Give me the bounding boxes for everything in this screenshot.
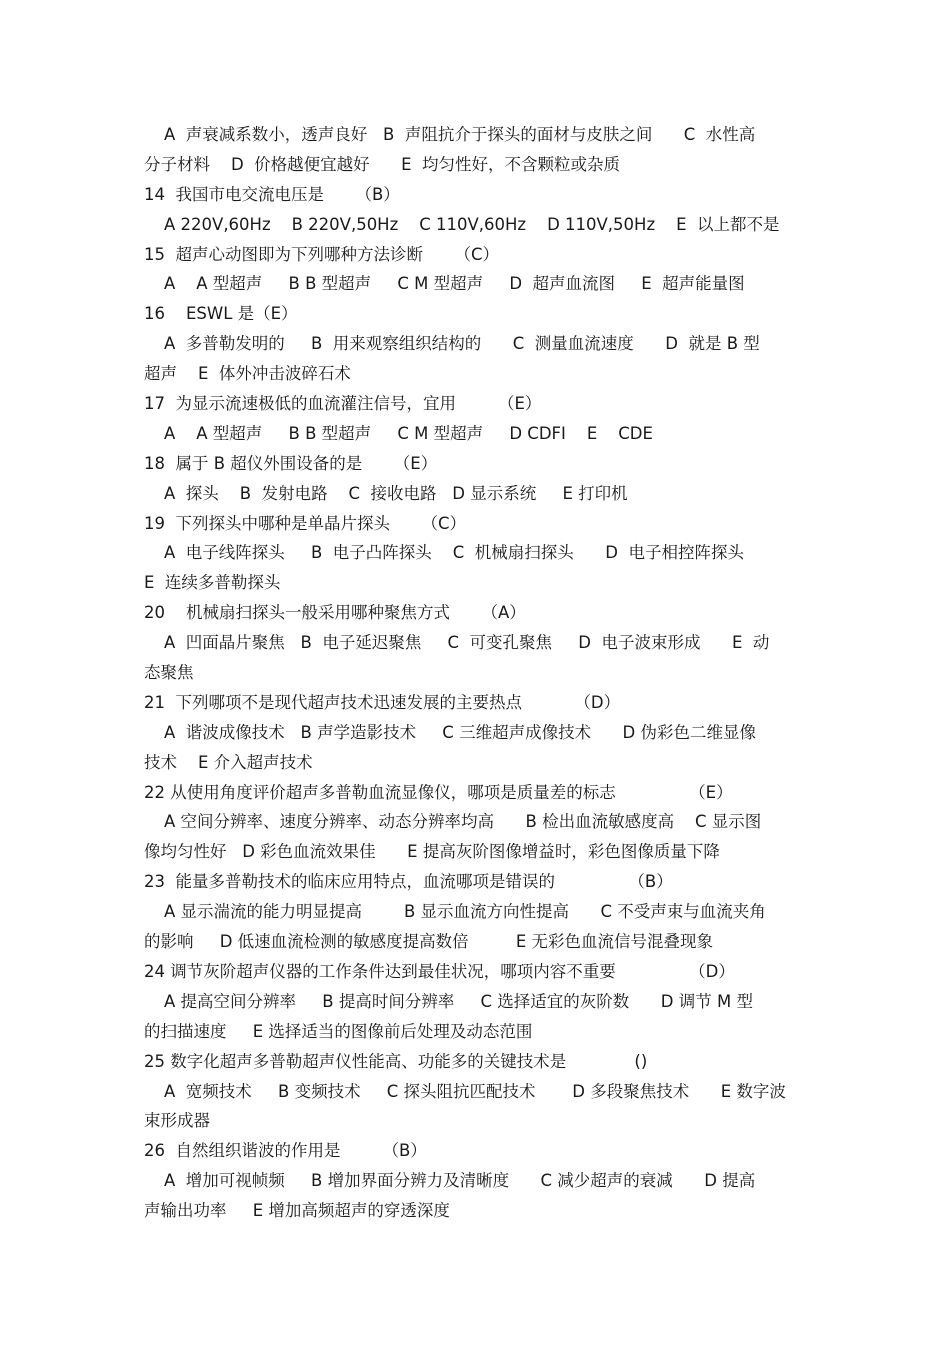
line-text: 的扫描速度 E 选择适当的图像前后处理及动态范围: [144, 1021, 533, 1041]
question-stem: [144, 1047, 808, 1077]
line-text: 21 下列哪项不是现代超声技术迅速发展的主要热点 （D）: [144, 692, 621, 712]
line-text: 像均匀性好 D 彩色血流效果佳 E 提高灰阶图像增益时，彩色图像质量下降: [144, 842, 720, 862]
answer-options: [144, 807, 808, 837]
question-stem: [144, 598, 808, 628]
line-text: A 显示湍流的能力明显提高 B 显示血流方向性提高 C 不受声束与血流夹角: [164, 902, 766, 922]
question-stem: [144, 240, 808, 270]
line-text: 技术 E 介入超声技术: [144, 752, 313, 772]
answer-options-continued: [144, 568, 808, 598]
answer-options: [144, 1166, 808, 1196]
line-text: A 增加可视帧频 B 增加界面分辨力及清晰度 C 减少超声的衰减 D 提高: [164, 1171, 756, 1191]
line-text: 15 超声心动图即为下列哪种方法诊断 （C）: [144, 244, 499, 264]
line-text: A A 型超声 B B 型超声 C M 型超声 D 超声血流图 E 超声能量图: [164, 274, 745, 294]
line-text: 14 我国市电交流电压是 （B）: [144, 184, 400, 204]
question-stem: [144, 299, 808, 329]
answer-options: [144, 538, 808, 568]
line-text: 的影响 D 低速血流检测的敏感度提高数倍 E 无彩色血流信号混叠现象: [144, 932, 714, 952]
question-list: [144, 120, 808, 1226]
answer-options: [144, 210, 808, 240]
question-stem: [144, 867, 808, 897]
line-text: A 凹面晶片聚焦 B 电子延迟聚焦 C 可变孔聚焦 D 电子波束形成 E 动: [164, 633, 770, 653]
answer-options: [144, 329, 808, 359]
question-stem: [144, 180, 808, 210]
answer-options-continued: [144, 1196, 808, 1226]
line-text: 束形成器: [144, 1111, 210, 1131]
question-stem: [144, 1136, 808, 1166]
answer-options: [144, 479, 808, 509]
line-text: 18 属于 B 超仪外围设备的是 （E）: [144, 453, 438, 473]
line-text: 25 数字化超声多普勒超声仪性能高、功能多的关键技术是 (): [144, 1051, 648, 1071]
question-stem: [144, 389, 808, 419]
line-text: 24 调节灰阶超声仪器的工作条件达到最佳状况，哪项内容不重要 （D）: [144, 961, 735, 981]
answer-options-continued: [144, 658, 808, 688]
line-text: A 电子线阵探头 B 电子凸阵探头 C 机械扇扫探头 D 电子相控阵探头: [164, 543, 744, 563]
question-stem: [144, 509, 808, 539]
line-text: A 多普勒发明的 B 用来观察组织结构的 C 测量血流速度 D 就是 B 型: [164, 334, 760, 354]
answer-options: [144, 269, 808, 299]
answer-options-continued: [144, 150, 808, 180]
line-text: 20 机械扇扫探头一般采用哪种聚焦方式 （A）: [144, 603, 526, 623]
line-text: A 提高空间分辨率 B 提高时间分辨率 C 选择适宜的灰阶数 D 调节 M 型: [164, 991, 753, 1011]
line-text: A 220V,60Hz B 220V,50Hz C 110V,60Hz D 110V,50Hz E 以上都不是: [164, 214, 780, 234]
answer-options-continued: [144, 1106, 808, 1136]
answer-options-continued: [144, 927, 808, 957]
line-text: A 宽频技术 B 变频技术 C 探头阻抗匹配技术 D 多段聚焦技术 E 数字波: [164, 1081, 786, 1101]
line-text: A 探头 B 发射电路 C 接收电路 D 显示系统 E 打印机: [164, 483, 628, 503]
answer-options-continued: [144, 1017, 808, 1047]
line-text: 19 下列探头中哪种是单晶片探头 （C）: [144, 513, 466, 533]
question-stem: [144, 778, 808, 808]
question-stem: [144, 688, 808, 718]
answer-options: [144, 419, 808, 449]
line-text: 23 能量多普勒技术的临床应用特点，血流哪项是错误的 （B）: [144, 872, 673, 892]
answer-options-continued: [144, 359, 808, 389]
answer-options: [144, 1077, 808, 1107]
line-text: 超声 E 体外冲击波碎石术: [144, 364, 351, 384]
line-text: 分子材料 D 价格越便宜越好 E 均匀性好，不含颗粒或杂质: [144, 154, 621, 174]
answer-options: [144, 628, 808, 658]
line-text: 16 ESWL 是（E）: [144, 304, 298, 324]
line-text: 26 自然组织谐波的作用是 （B）: [144, 1141, 427, 1161]
answer-options: [144, 987, 808, 1017]
line-text: 声输出功率 E 增加高频超声的穿透深度: [144, 1201, 450, 1221]
question-stem: [144, 957, 808, 987]
answer-options: [144, 718, 808, 748]
line-text: A 声衰减系数小，透声良好 B 声阻抗介于探头的面材与皮肤之间 C 水性高: [164, 125, 756, 144]
line-text: A 谐波成像技术 B 声学造影技术 C 三维超声成像技术 D 伪彩色二维显像: [164, 722, 756, 742]
line-text: 17 为显示流速极低的血流灌注信号，宜用 （E）: [144, 394, 542, 414]
question-stem: [144, 449, 808, 479]
line-text: A A 型超声 B B 型超声 C M 型超声 D CDFI E CDE: [164, 423, 653, 443]
answer-options-continued: [144, 837, 808, 867]
answer-options: [144, 897, 808, 927]
answer-options: [144, 120, 808, 150]
line-text: 态聚焦: [144, 663, 194, 683]
line-text: E 连续多普勒探头: [144, 573, 281, 593]
line-text: 22 从使用角度评价超声多普勒血流显像仪，哪项是质量差的标志 （E）: [144, 782, 733, 802]
line-text: A 空间分辨率、速度分辨率、动态分辨率均高 B 检出血流敏感度高 C 显示图: [164, 812, 762, 832]
answer-options-continued: [144, 748, 808, 778]
